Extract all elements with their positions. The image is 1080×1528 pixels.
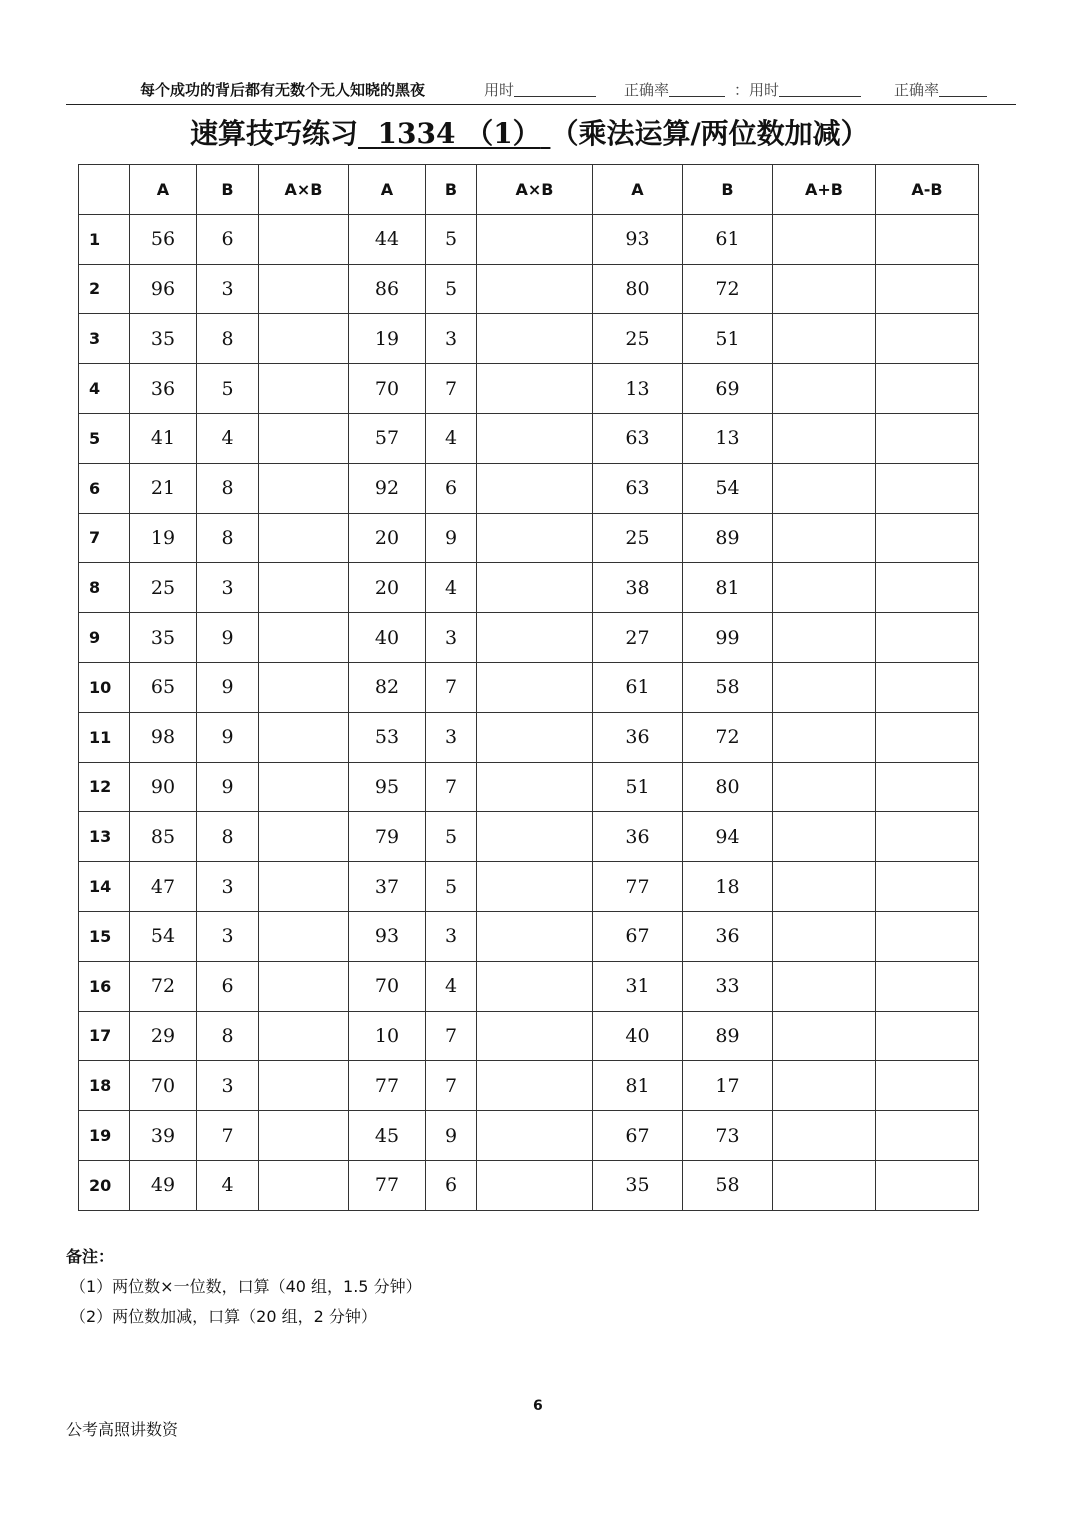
operand-cell: 4 <box>426 563 477 613</box>
answer-cell[interactable] <box>876 214 979 264</box>
answer-cell[interactable] <box>477 463 593 513</box>
operand-cell: 13 <box>683 413 773 463</box>
row-number: 10 <box>79 662 130 712</box>
answer-cell[interactable] <box>876 911 979 961</box>
answer-cell[interactable] <box>876 1111 979 1161</box>
column-header: A×B <box>477 165 593 215</box>
operand-cell: 18 <box>683 862 773 912</box>
answer-cell[interactable] <box>773 961 876 1011</box>
answer-cell[interactable] <box>876 613 979 663</box>
answer-cell[interactable] <box>876 513 979 563</box>
table-row <box>79 314 979 364</box>
column-header <box>79 165 130 215</box>
answer-cell[interactable] <box>259 214 349 264</box>
operand-cell: 3 <box>197 264 259 314</box>
table-row <box>79 1160 979 1210</box>
answer-cell[interactable] <box>773 1111 876 1161</box>
operand-cell: 25 <box>593 513 683 563</box>
column-header: A+B <box>773 165 876 215</box>
operand-cell: 40 <box>349 613 426 663</box>
answer-cell[interactable] <box>259 862 349 912</box>
answer-cell[interactable] <box>876 762 979 812</box>
operand-cell: 70 <box>130 1061 197 1111</box>
answer-cell[interactable] <box>876 812 979 862</box>
operand-cell: 9 <box>426 513 477 563</box>
answer-cell[interactable] <box>259 961 349 1011</box>
operand-cell: 61 <box>593 662 683 712</box>
operand-cell: 94 <box>683 812 773 862</box>
answer-cell[interactable] <box>477 613 593 663</box>
column-header: A-B <box>876 165 979 215</box>
title-subtitle: （乘法运算/两位数加减） <box>550 117 869 150</box>
operand-cell: 10 <box>349 1011 426 1061</box>
operand-cell: 72 <box>130 961 197 1011</box>
operand-cell: 19 <box>130 513 197 563</box>
answer-cell[interactable] <box>477 364 593 414</box>
answer-cell[interactable] <box>477 314 593 364</box>
answer-cell[interactable] <box>876 463 979 513</box>
notes-label: 备注： <box>66 1247 115 1266</box>
operand-cell: 19 <box>349 314 426 364</box>
operand-cell: 27 <box>593 613 683 663</box>
operand-cell: 4 <box>197 413 259 463</box>
answer-cell[interactable] <box>477 862 593 912</box>
table-row <box>79 214 979 264</box>
answer-cell[interactable] <box>477 1061 593 1111</box>
answer-cell[interactable] <box>259 762 349 812</box>
operand-cell: 36 <box>683 911 773 961</box>
operand-cell: 73 <box>683 1111 773 1161</box>
operand-cell: 99 <box>683 613 773 663</box>
answer-cell[interactable] <box>477 812 593 862</box>
table-row <box>79 1111 979 1161</box>
operand-cell: 36 <box>593 812 683 862</box>
operand-cell: 93 <box>349 911 426 961</box>
operand-cell: 31 <box>593 961 683 1011</box>
row-number: 5 <box>79 413 130 463</box>
column-header: B <box>426 165 477 215</box>
answer-cell[interactable] <box>477 264 593 314</box>
operand-cell: 95 <box>349 762 426 812</box>
answer-cell[interactable] <box>773 1011 876 1061</box>
header-bar <box>66 74 1016 105</box>
operand-cell: 39 <box>130 1111 197 1161</box>
answer-cell[interactable] <box>876 712 979 762</box>
operand-cell: 9 <box>197 613 259 663</box>
operand-cell: 82 <box>349 662 426 712</box>
row-number: 19 <box>79 1111 130 1161</box>
operand-cell: 89 <box>683 513 773 563</box>
operand-cell: 8 <box>197 1011 259 1061</box>
operand-cell: 9 <box>197 762 259 812</box>
answer-cell[interactable] <box>876 563 979 613</box>
operand-cell: 86 <box>349 264 426 314</box>
operand-cell: 41 <box>130 413 197 463</box>
answer-cell[interactable] <box>477 214 593 264</box>
answer-cell[interactable] <box>876 413 979 463</box>
accuracy-blank-2[interactable] <box>939 82 987 97</box>
operand-cell: 6 <box>426 463 477 513</box>
answer-cell[interactable] <box>773 762 876 812</box>
operand-cell: 54 <box>130 911 197 961</box>
operand-cell: 51 <box>593 762 683 812</box>
table-row <box>79 812 979 862</box>
answer-cell[interactable] <box>773 911 876 961</box>
answer-cell[interactable] <box>773 563 876 613</box>
answer-cell[interactable] <box>259 463 349 513</box>
operand-cell: 5 <box>426 812 477 862</box>
operand-cell: 3 <box>426 911 477 961</box>
answer-cell[interactable] <box>477 413 593 463</box>
table-body <box>79 214 979 1210</box>
row-number: 13 <box>79 812 130 862</box>
operand-cell: 77 <box>349 1061 426 1111</box>
column-header: B <box>197 165 259 215</box>
operand-cell: 92 <box>349 463 426 513</box>
operand-cell: 5 <box>426 214 477 264</box>
operand-cell: 70 <box>349 364 426 414</box>
answer-cell[interactable] <box>876 862 979 912</box>
table-row <box>79 463 979 513</box>
answer-cell[interactable] <box>876 961 979 1011</box>
operand-cell: 85 <box>130 812 197 862</box>
operand-cell: 67 <box>593 911 683 961</box>
operand-cell: 63 <box>593 463 683 513</box>
time-field-2[interactable] <box>734 79 861 100</box>
answer-cell[interactable] <box>876 314 979 364</box>
answer-cell[interactable] <box>259 1011 349 1061</box>
answer-cell[interactable] <box>477 961 593 1011</box>
operand-cell: 20 <box>349 563 426 613</box>
row-number: 12 <box>79 762 130 812</box>
operand-cell: 69 <box>683 364 773 414</box>
operand-cell: 8 <box>197 812 259 862</box>
operand-cell: 4 <box>426 413 477 463</box>
operand-cell: 81 <box>683 563 773 613</box>
answer-cell[interactable] <box>773 862 876 912</box>
operand-cell: 49 <box>130 1160 197 1210</box>
footer-source: 公考高照讲数资 <box>66 1420 179 1439</box>
operand-cell: 90 <box>130 762 197 812</box>
answer-cell[interactable] <box>259 264 349 314</box>
row-number: 3 <box>79 314 130 364</box>
time-blank-1[interactable] <box>514 82 596 97</box>
operand-cell: 93 <box>593 214 683 264</box>
answer-cell[interactable] <box>773 314 876 364</box>
operand-cell: 7 <box>426 1061 477 1111</box>
answer-cell[interactable] <box>259 712 349 762</box>
answer-cell[interactable] <box>259 1111 349 1161</box>
operand-cell: 56 <box>130 214 197 264</box>
row-number: 15 <box>79 911 130 961</box>
column-header: A <box>130 165 197 215</box>
column-header: A <box>593 165 683 215</box>
table-row <box>79 961 979 1011</box>
answer-cell[interactable] <box>477 911 593 961</box>
operand-cell: 53 <box>349 712 426 762</box>
answer-cell[interactable] <box>876 264 979 314</box>
operand-cell: 80 <box>593 264 683 314</box>
operand-cell: 37 <box>349 862 426 912</box>
operand-cell: 58 <box>683 662 773 712</box>
operand-cell: 7 <box>426 762 477 812</box>
operand-cell: 61 <box>683 214 773 264</box>
answer-cell[interactable] <box>477 712 593 762</box>
operand-cell: 40 <box>593 1011 683 1061</box>
operand-cell: 79 <box>349 812 426 862</box>
time-label-2: ：用时 <box>734 81 780 99</box>
row-number: 4 <box>79 364 130 414</box>
answer-cell[interactable] <box>259 1061 349 1111</box>
answer-cell[interactable] <box>773 364 876 414</box>
table-row <box>79 762 979 812</box>
answer-cell[interactable] <box>773 712 876 762</box>
accuracy-label-1: 正确率 <box>624 81 670 99</box>
operand-cell: 7 <box>426 364 477 414</box>
operand-cell: 45 <box>349 1111 426 1161</box>
operand-cell: 7 <box>426 1011 477 1061</box>
answer-cell[interactable] <box>773 662 876 712</box>
operand-cell: 58 <box>683 1160 773 1210</box>
table-row <box>79 862 979 912</box>
operand-cell: 51 <box>683 314 773 364</box>
operand-cell: 80 <box>683 762 773 812</box>
operand-cell: 25 <box>593 314 683 364</box>
row-number: 16 <box>79 961 130 1011</box>
operand-cell: 4 <box>197 1160 259 1210</box>
answer-cell[interactable] <box>773 214 876 264</box>
page-title <box>190 112 869 152</box>
answer-cell[interactable] <box>477 563 593 613</box>
answer-cell[interactable] <box>477 662 593 712</box>
answer-cell[interactable] <box>876 1061 979 1111</box>
column-header: A×B <box>259 165 349 215</box>
operand-cell: 36 <box>130 364 197 414</box>
operand-cell: 6 <box>197 961 259 1011</box>
operand-cell: 98 <box>130 712 197 762</box>
time-blank-2[interactable] <box>779 82 861 97</box>
answer-cell[interactable] <box>773 264 876 314</box>
answer-cell[interactable] <box>876 364 979 414</box>
practice-table <box>78 164 979 1211</box>
answer-cell[interactable] <box>773 413 876 463</box>
operand-cell: 3 <box>426 314 477 364</box>
answer-cell[interactable] <box>876 1011 979 1061</box>
accuracy-field-1[interactable] <box>624 79 725 100</box>
answer-cell[interactable] <box>259 911 349 961</box>
operand-cell: 7 <box>197 1111 259 1161</box>
answer-cell[interactable] <box>773 812 876 862</box>
operand-cell: 67 <box>593 1111 683 1161</box>
row-number: 14 <box>79 862 130 912</box>
answer-cell[interactable] <box>259 1160 349 1210</box>
table-row <box>79 413 979 463</box>
notes-section <box>66 1242 422 1332</box>
table-row <box>79 613 979 663</box>
operand-cell: 33 <box>683 961 773 1011</box>
answer-cell[interactable] <box>259 812 349 862</box>
operand-cell: 70 <box>349 961 426 1011</box>
answer-cell[interactable] <box>773 1160 876 1210</box>
answer-cell[interactable] <box>259 413 349 463</box>
answer-cell[interactable] <box>259 613 349 663</box>
operand-cell: 38 <box>593 563 683 613</box>
operand-cell: 77 <box>593 862 683 912</box>
operand-cell: 6 <box>426 1160 477 1210</box>
operand-cell: 72 <box>683 712 773 762</box>
notes-line-2: （2）两位数加减，口算（20 组，2 分钟） <box>70 1307 377 1326</box>
answer-cell[interactable] <box>477 762 593 812</box>
operand-cell: 8 <box>197 463 259 513</box>
accuracy-label-2: 正确率 <box>894 81 940 99</box>
operand-cell: 35 <box>130 314 197 364</box>
operand-cell: 57 <box>349 413 426 463</box>
operand-cell: 3 <box>197 911 259 961</box>
row-number: 7 <box>79 513 130 563</box>
table-row <box>79 364 979 414</box>
answer-cell[interactable] <box>259 314 349 364</box>
operand-cell: 35 <box>593 1160 683 1210</box>
operand-cell: 36 <box>593 712 683 762</box>
operand-cell: 20 <box>349 513 426 563</box>
row-number: 1 <box>79 214 130 264</box>
table-row <box>79 662 979 712</box>
operand-cell: 44 <box>349 214 426 264</box>
operand-cell: 21 <box>130 463 197 513</box>
operand-cell: 25 <box>130 563 197 613</box>
table-row <box>79 563 979 613</box>
time-label-1: 用时 <box>484 81 515 99</box>
operand-cell: 63 <box>593 413 683 463</box>
answer-cell[interactable] <box>477 1111 593 1161</box>
table-row <box>79 264 979 314</box>
answer-cell[interactable] <box>773 513 876 563</box>
time-field-1[interactable] <box>484 79 596 100</box>
row-number: 2 <box>79 264 130 314</box>
operand-cell: 4 <box>426 961 477 1011</box>
operand-cell: 35 <box>130 613 197 663</box>
operand-cell: 89 <box>683 1011 773 1061</box>
answer-cell[interactable] <box>259 662 349 712</box>
operand-cell: 3 <box>426 712 477 762</box>
operand-cell: 81 <box>593 1061 683 1111</box>
operand-cell: 3 <box>426 613 477 663</box>
answer-cell[interactable] <box>773 1061 876 1111</box>
column-header: B <box>683 165 773 215</box>
table-header-row <box>79 165 979 215</box>
title-main: 速算技巧练习 <box>190 117 359 150</box>
table-row <box>79 1011 979 1061</box>
row-number: 9 <box>79 613 130 663</box>
operand-cell: 54 <box>683 463 773 513</box>
answer-cell[interactable] <box>477 1011 593 1061</box>
operand-cell: 9 <box>197 662 259 712</box>
answer-cell[interactable] <box>876 662 979 712</box>
operand-cell: 7 <box>426 662 477 712</box>
row-number: 20 <box>79 1160 130 1210</box>
accuracy-blank-1[interactable] <box>669 82 725 97</box>
operand-cell: 5 <box>426 862 477 912</box>
operand-cell: 65 <box>130 662 197 712</box>
operand-cell: 8 <box>197 513 259 563</box>
operand-cell: 72 <box>683 264 773 314</box>
operand-cell: 9 <box>197 712 259 762</box>
column-header: A <box>349 165 426 215</box>
operand-cell: 6 <box>197 214 259 264</box>
answer-cell[interactable] <box>259 563 349 613</box>
table-row <box>79 911 979 961</box>
operand-cell: 29 <box>130 1011 197 1061</box>
row-number: 11 <box>79 712 130 762</box>
operand-cell: 9 <box>426 1111 477 1161</box>
answer-cell[interactable] <box>259 364 349 414</box>
row-number: 18 <box>79 1061 130 1111</box>
table-row <box>79 1061 979 1111</box>
table-row <box>79 513 979 563</box>
operand-cell: 8 <box>197 314 259 364</box>
notes-line-1: （1）两位数×一位数，口算（40 组，1.5 分钟） <box>70 1277 422 1296</box>
operand-cell: 47 <box>130 862 197 912</box>
operand-cell: 3 <box>197 862 259 912</box>
operand-cell: 17 <box>683 1061 773 1111</box>
row-number: 17 <box>79 1011 130 1061</box>
row-number: 8 <box>79 563 130 613</box>
answer-cell[interactable] <box>477 1160 593 1210</box>
operand-cell: 13 <box>593 364 683 414</box>
operand-cell: 5 <box>426 264 477 314</box>
operand-cell: 77 <box>349 1160 426 1210</box>
operand-cell: 3 <box>197 563 259 613</box>
operand-cell: 96 <box>130 264 197 314</box>
answer-cell[interactable] <box>477 513 593 563</box>
row-number: 6 <box>79 463 130 513</box>
answer-cell[interactable] <box>773 463 876 513</box>
accuracy-field-2[interactable] <box>894 79 987 100</box>
title-code: 1334 （1） <box>377 117 541 150</box>
answer-cell[interactable] <box>259 513 349 563</box>
page-number: 6 <box>533 1398 543 1414</box>
answer-cell[interactable] <box>876 1160 979 1210</box>
answer-cell[interactable] <box>773 613 876 663</box>
header-motto: 每个成功的背后都有无数个无人知晓的黑夜 <box>140 81 426 99</box>
operand-cell: 3 <box>197 1061 259 1111</box>
operand-cell: 5 <box>197 364 259 414</box>
table-row <box>79 712 979 762</box>
